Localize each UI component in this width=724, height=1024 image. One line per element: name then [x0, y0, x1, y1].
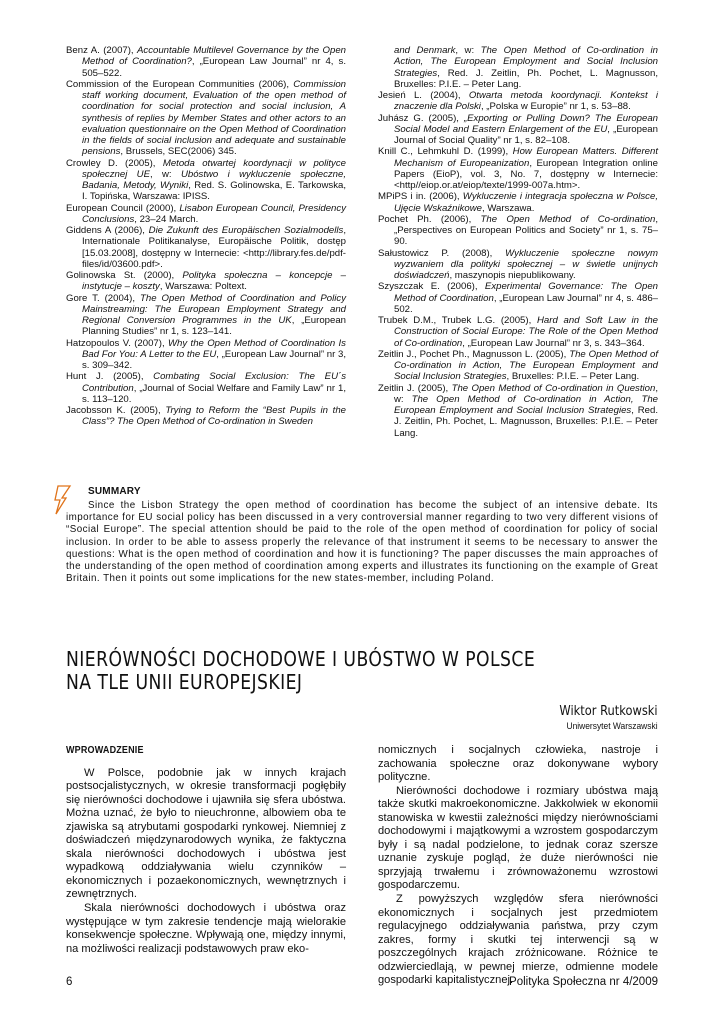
reference-text: Szyszczak E. (2006),	[378, 281, 485, 293]
reference-title: The Open Method of Co-ordination in Question	[451, 382, 656, 394]
reference-text: Trubek D.M., Trubek L.G. (2005),	[378, 315, 537, 326]
reference-title: Experimental Governance: The Open Method of Coordination	[394, 281, 658, 304]
reference-text: , „European Law Journal” nr 4, s. 486–502.	[394, 292, 658, 315]
reference-text: Juhász G. (2005),	[378, 112, 464, 124]
author-affiliation: Uniwersytet Warszawski	[566, 720, 658, 731]
reference-entry	[378, 191, 658, 214]
article-title	[66, 648, 582, 694]
reference-title: „Exporting or Pulling Down? The European Social Model and Eastern Enlargement of the EU	[394, 112, 659, 135]
reference-entry	[66, 225, 346, 270]
body-paragraph: Skala nierówności dochodowych i ubóstwa oraz występujące w tym zakresie tendencje mają wielorakie konsekwencje społeczne. Wpływają one, między innymi, na możliwości realizacji podstawowych praw eko-	[66, 902, 346, 955]
summary-pen-icon	[52, 484, 80, 516]
reference-text: Pochet Ph. (2006),	[378, 213, 481, 225]
reference-text: Hunt J. (2005),	[66, 371, 154, 383]
reference-text: Crowley D. (2005),	[66, 157, 163, 169]
reference-entry	[378, 214, 658, 248]
reference-text: , maszynopis niepublikowany.	[449, 270, 576, 281]
reference-entry	[378, 90, 658, 113]
reference-title: Wykluczenie społeczne nowym wyzwaniem dla polityki społecznej – w świetle unijnych doświadczeń	[394, 247, 658, 281]
section-heading: WPROWADZENIE	[66, 745, 144, 756]
body-right-column	[378, 744, 658, 988]
reference-text: Zeitlin J., Pochet Ph., Magnusson L. (2005),	[378, 348, 570, 360]
reference-text: , „Perspectives on European Politics and Society” nr 1, s. 75–90.	[394, 213, 658, 248]
reference-text: MPiPS i in. (2006),	[378, 191, 463, 203]
author-block	[546, 704, 658, 731]
reference-text: Golinowska St. (2000),	[66, 270, 183, 281]
reference-entry	[378, 146, 658, 191]
references-right-column	[378, 45, 658, 439]
reference-title: Die Zukunft des Europäischen Sozialmodells	[148, 225, 344, 236]
reference-entry	[378, 248, 658, 282]
reference-text: , Brussels, SEC(2006) 345.	[120, 146, 237, 158]
reference-title: Wykluczenie i integracja społeczna w Polsce, Ujęcie Wskaźnikowe	[394, 191, 658, 214]
reference-entry	[66, 203, 346, 226]
reference-text: Zeitlin J. (2005),	[378, 382, 452, 394]
author-name: Wiktor Rutkowski	[559, 704, 658, 719]
reference-text: European Council (2000),	[66, 202, 180, 214]
reference-text: Jacobsson K. (2005),	[66, 405, 166, 416]
reference-title: The Open Method of Co-ordination	[480, 213, 656, 225]
reference-title: Accountable Multilevel Governance by the Open Method of Coordination?	[82, 45, 346, 68]
reference-title: Ubóstwo i wykluczenie społeczne, Badania, Metody, Wyniki	[82, 168, 346, 191]
reference-text: , „European Law Journal” nr 3, s. 309–342.	[82, 348, 346, 371]
article-title-line2: NA TLE UNII EUROPEJSKIEJ	[66, 670, 303, 694]
reference-title: Commission staff working document, Evaluation of the open method of coordination for social protection and social inclusion, A synthesis of replies by Member States and other actors to an evaluation questionnaire on the Open Method of Coordination in the fields of social inclusion and adequate and sustainable pensions	[82, 78, 346, 158]
body-paragraph: W Polsce, podobnie jak w innych krajach postsocjalistycznych, w okresie transformacji pogłębiły się nierówności dochodowe i ujawniła się sfera ubóstwa. Można uznać, że było to nieuchronne, albowiem oba te zjawiska są atrybutami gospodarki rynkowej. Niemniej z doświadczeń międzynarodowych wynika, że faktyczna skala nierówności dochodowych i ubóstwa jest wypadkową oddziaływania wielu czynników – ekonomicznych i pozaekonomicznych, wewnętrznych i zewnętrznych.	[66, 766, 346, 901]
reference-title: The Open Method of Co-ordination in Action, The European Employment and Social Inclusion Strategies	[394, 393, 658, 416]
reference-entry	[66, 79, 346, 158]
reference-text: , „Journal of Social Welfare and Family Law” nr 1, s. 113–120.	[82, 382, 346, 405]
reference-title: The Open Method of Coordination and Policy Mainstreaming: The European Employment Strategy and Regional Conversion Programmes in the UK	[82, 292, 346, 326]
reference-text: , „European Law Journal” nr 4, s. 505–522.	[82, 56, 346, 79]
reference-text: , 23–24 March.	[134, 213, 199, 225]
reference-title: How European Matters. Different Mechanism of Europeanization	[394, 146, 658, 169]
reference-entry	[378, 383, 658, 439]
reference-text: , „European Law Journal” nr 3, s. 343–364.	[462, 337, 645, 349]
reference-title: Combating Social Exclusion: The EU´s Contribution	[82, 371, 346, 394]
reference-title: and Denmark	[394, 45, 456, 56]
reference-text: Commission of the European Communities (2006),	[66, 78, 294, 90]
reference-text: , Red. J. Zeitlin, Ph. Pochet, L. Magnusson, Bruxelles: P.I.E. – Peter Lang.	[394, 67, 658, 90]
body-left-column	[66, 744, 346, 956]
reference-entry	[66, 338, 346, 372]
reference-entry	[66, 45, 346, 79]
reference-text: Benz A. (2007),	[66, 45, 137, 56]
page-number: 6	[66, 976, 73, 988]
summary-title: SUMMARY	[88, 486, 141, 497]
reference-text: , Bruxelles: P.I.E. – Peter Lang.	[506, 371, 640, 383]
body-paragraph: Nierówności dochodowe i rozmiary ubóstwa mają także skutki makroekonomiczne. Jakkolwiek w ekonomii stanowiska w kwestii zależności między nierównościami dochodowymi i majątkowymi a wzrostem gospodarczym były i są nadal podzielone, to jednak coraz szersze uznanie zyskuje pogląd, że duże nierówności nie sprzyjają trwałemu i zrównoważonemu wzrostowi gospodarczemu.	[378, 784, 658, 892]
summary-section	[66, 486, 658, 585]
reference-title: Why the Open Method of Coordination Is Bad For You: A Letter to the EU	[82, 337, 346, 360]
reference-entry	[66, 405, 346, 428]
reference-text: , Warszawa.	[481, 202, 535, 214]
references-left-column	[66, 45, 346, 428]
reference-text: , w:	[455, 45, 481, 56]
reference-title: Polityka społeczna – koncepcje – instytucje – koszty	[82, 270, 347, 293]
reference-text: , European Integration online Papers (EioP), vol. 3, No. 7, dostępny w Internecie: <http//eiop.or.at/eiop/texte/1999-007a.htm>.	[394, 157, 658, 191]
reference-entry	[378, 281, 658, 315]
reference-entry	[378, 315, 658, 349]
article-title-line1: NIERÓWNOŚCI DOCHODOWE I UBÓSTWO W POLSCE	[66, 647, 536, 671]
reference-text: , „European Planning Studies” nr 1, s. 123–141.	[82, 315, 347, 338]
body-paragraph: Z powyższych względów sfera nierówności ekonomicznych i socjalnych jest przedmiotem regulacyjnego oddziaływania państwa, przy czym zakres, formy i skutki tej interwencji są w poszczególnych krajach zróżnicowane. Różnice te odzwierciedlają, w pewnej mierze, odmienne modele gospodarki kapitalistycznej.	[378, 893, 658, 987]
journal-footer: Polityka Społeczna nr 4/2009	[509, 976, 658, 988]
reference-title: The Open Method of Co-ordination in Action, The European Employment and Social Inclusion Strategies	[394, 45, 659, 79]
reference-entry	[66, 371, 346, 405]
reference-title: Metoda otwartej koordynacji w polityce społecznej UE	[82, 157, 346, 180]
reference-text: Hatzopoulos V. (2007),	[66, 337, 168, 349]
reference-text: , w:	[150, 168, 181, 180]
reference-title: Hard and Soft Law in the Construction of Social Europe: The Role of the Open Method of Co-ordination	[394, 315, 658, 349]
reference-text: , „Polska w Europie” nr 1, s. 53–88.	[480, 101, 631, 113]
reference-text: Jesień L. (2004),	[378, 90, 469, 101]
reference-text: Knill C., Lehmkuhl D. (1999),	[378, 146, 513, 158]
reference-text: , „European Journal of Social Quality” nr 1, s. 82–108.	[394, 123, 658, 146]
reference-entry	[66, 158, 346, 203]
reference-title: Trying to Reform the “Best Pupils in the Class”? The Open Method of Co-ordination in Sweden	[82, 405, 346, 428]
reference-title: The Open Method of Co-ordination in Action, The European Employment and Social Inclusion Strategies	[394, 348, 659, 383]
summary-header	[66, 486, 658, 500]
reference-text: , Red. J. Zeitlin, Ph. Pochet, L. Magnusson, Bruxelles: P.I.E. – Peter Lang.	[394, 405, 658, 439]
reference-text: , Red. S. Golinowska, E. Tarkowska, I. Topińska, Warszawa: IPISS.	[82, 180, 346, 203]
body-paragraph: nomicznych i socjalnych człowieka, nastroje i zachowania społeczne oraz dokonywane wybory polityczne.	[378, 744, 658, 784]
reference-text: Giddens A (2006),	[66, 225, 149, 236]
reference-entry	[378, 113, 658, 147]
reference-title: Lisabon European Council, Presidency Conclusions	[82, 202, 346, 225]
reference-entry	[66, 270, 346, 293]
reference-text: Gore T. (2004),	[66, 292, 141, 304]
reference-title: Otwarta metoda koordynacji. Kontekst i znaczenie dla Polski	[394, 90, 658, 113]
reference-text: , Internationale Politikanalyse, Europäische Politik, dostęp [15.03.2008], dostępny w Internecie: <http://library.fes.de/pdf-files/id/03600.pdf>.	[82, 225, 346, 270]
reference-text: , w:	[394, 382, 658, 405]
reference-text: Sałustowicz P. (2008),	[378, 247, 506, 259]
reference-text: , Warszawa: Poltext.	[159, 281, 247, 293]
reference-entry	[66, 293, 346, 338]
reference-entry	[378, 349, 658, 383]
reference-entry	[378, 45, 658, 90]
summary-text: Since the Lisbon Strategy the open method of coordination has become the subject of an intensive debate. Its importance for EU social policy has been discussed in a very controversial manner regarding to two very different visions of “Social Europe”. The special attention should be paid to the role of the open method of coordination for policy of social inclusion. In order to be able to assess properly the relevance of that instrument it seems to be necessary to answer the questions: What is the open method of coordination and how it is functioning? The paper discusses the main approaches of the understanding of the open method of coordination among experts and illustrates its functioning on the example of Great Britain. Then it points out some implications for the new states-member, including Poland.	[66, 500, 658, 585]
